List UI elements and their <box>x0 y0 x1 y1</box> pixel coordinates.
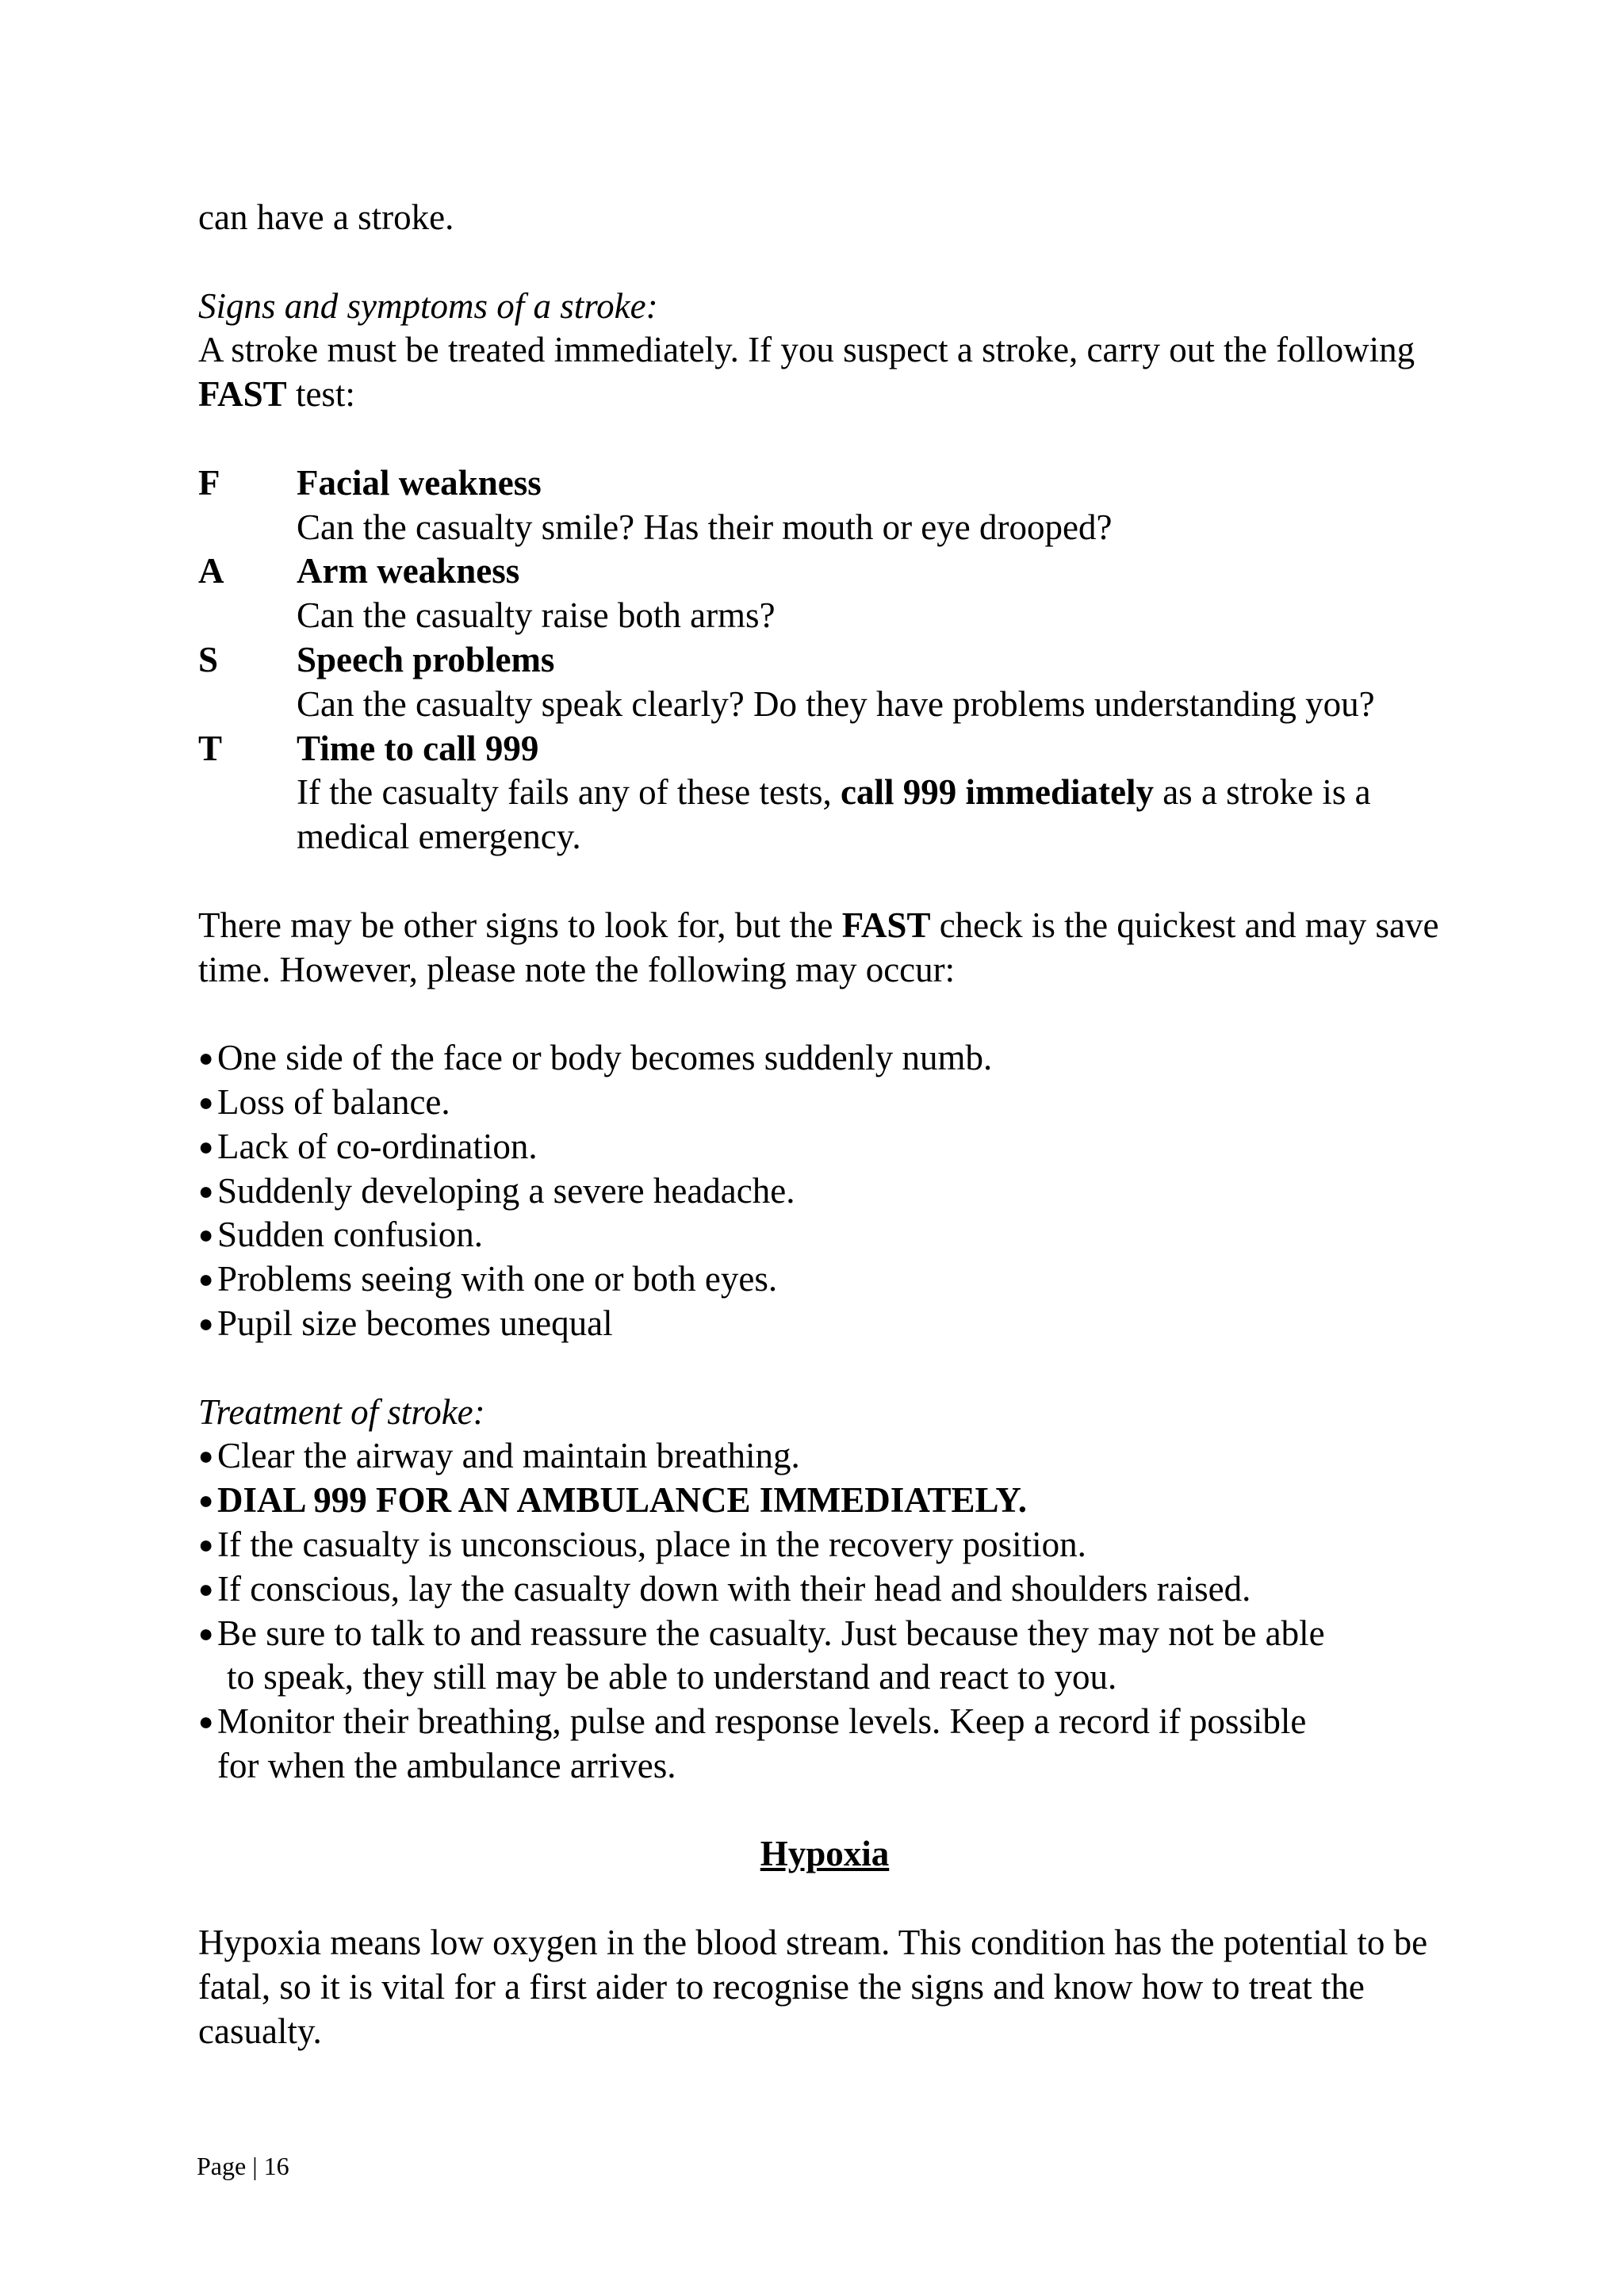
treatment-list <box>198 1434 1451 1788</box>
bullet-icon: ● <box>198 1441 214 1471</box>
bullet-icon: ● <box>198 1707 214 1736</box>
bullet-icon: ● <box>198 1087 214 1116</box>
list-item: ● Loss of balance. <box>198 1081 1451 1125</box>
fast-letter: F <box>198 462 220 503</box>
hypoxia-paragraph: Hypoxia means low oxygen in the blood stream. This condition has the potential to be fatal, so it is vital for a first aider to recognise the signs and know how to treat the casualty. <box>198 1923 1428 2051</box>
list-item: ● DIAL 999 FOR AN AMBULANCE IMMEDIATELY. <box>198 1479 1451 1523</box>
intro-tail: can have a stroke. <box>198 197 454 237</box>
fast-desc: If the casualty fails any of these tests, call 999 immediately as a stroke is a medical emergency. <box>297 772 1371 857</box>
list-item: ● Monitor their breathing, pulse and response levels. Keep a record if possible for when the ambulance arrives. <box>198 1701 1307 1785</box>
fast-desc: Can the casualty smile? Has their mouth or eye drooped? <box>297 507 1113 547</box>
fast-list <box>198 461 1451 859</box>
fast-letter: S <box>198 639 219 679</box>
fast-item-a <box>198 549 1451 638</box>
fast-title: Speech problems <box>297 639 555 679</box>
fast-item-f <box>198 461 1451 550</box>
fast-title: Facial weakness <box>297 462 542 503</box>
fast-letter: A <box>198 551 224 591</box>
bullet-icon: ● <box>198 1486 214 1515</box>
signs-paragraph: A stroke must be treated immediately. If you suspect a stroke, carry out the following FAST test: <box>198 330 1415 415</box>
bullet-icon: ● <box>198 1220 214 1249</box>
list-item: ● Be sure to talk to and reassure the casualty. Just because they may not be able to speak, they still may be able to understand and react to you. <box>198 1613 1325 1697</box>
fast-letter: T <box>198 728 223 768</box>
bullet-icon: ● <box>198 1176 214 1205</box>
bullet-icon: ● <box>198 1131 214 1161</box>
hypoxia-heading: Hypoxia <box>760 1834 890 1874</box>
page-number: Page | 16 <box>197 2152 289 2180</box>
bullet-icon: ● <box>198 1618 214 1647</box>
bullet-icon: ● <box>198 1308 214 1337</box>
symptom-list <box>198 1036 1451 1346</box>
document-page <box>198 196 1451 2053</box>
fast-item-s <box>198 638 1451 727</box>
bullet-icon: ● <box>198 1529 214 1559</box>
list-item: ● Sudden confusion. <box>198 1213 1451 1257</box>
fast-title: Time to call 999 <box>297 728 539 768</box>
signs-heading: Signs and symptoms of a stroke: <box>198 285 658 326</box>
fast-desc: Can the casualty speak clearly? Do they have problems understanding you? <box>297 683 1375 724</box>
list-item: ● Lack of co-ordination. <box>198 1125 1451 1169</box>
fast-desc: Can the casualty raise both arms? <box>297 595 776 636</box>
list-item: ● If conscious, lay the casualty down with their head and shoulders raised. <box>198 1567 1451 1612</box>
bullet-icon: ● <box>198 1265 214 1294</box>
list-item: ● One side of the face or body becomes suddenly numb. <box>198 1036 1451 1081</box>
list-item: ● Clear the airway and maintain breathing. <box>198 1434 1451 1479</box>
other-signs-paragraph: There may be other signs to look for, but the FAST check is the quickest and may save time. However, please note the following may occur: <box>198 905 1439 989</box>
fast-title: Arm weakness <box>297 551 520 591</box>
list-item: ● Problems seeing with one or both eyes. <box>198 1257 1451 1302</box>
bullet-icon: ● <box>198 1574 214 1603</box>
list-item: ● Pupil size becomes unequal <box>198 1302 1451 1346</box>
list-item: ● If the casualty is unconscious, place in the recovery position. <box>198 1523 1451 1567</box>
bullet-icon: ● <box>198 1043 214 1073</box>
fast-item-t <box>198 727 1451 859</box>
treatment-heading: Treatment of stroke: <box>198 1391 485 1432</box>
list-item: ● Suddenly developing a severe headache. <box>198 1169 1451 1214</box>
